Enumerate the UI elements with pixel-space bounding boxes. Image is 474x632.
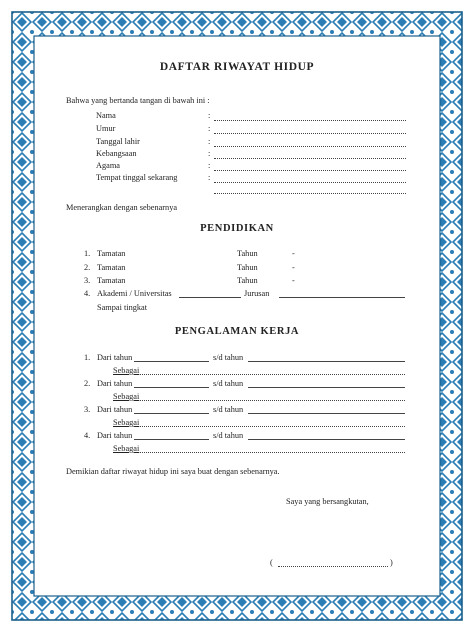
field-colon: :: [208, 124, 211, 133]
exp-number: 4.: [84, 431, 91, 440]
section-heading-experience: PENGALAMAN KERJA: [174, 326, 300, 337]
field-colon: :: [208, 111, 211, 120]
exp-number: 2.: [84, 379, 91, 388]
field-label: Tempat tinggal sekarang: [96, 173, 178, 182]
signature-label: Saya yang bersangkutan,: [286, 497, 369, 506]
exp-from-line[interactable]: [134, 413, 209, 414]
exp-to-label: s/d tahun: [213, 431, 244, 440]
exp-from-label: Dari tahun: [97, 379, 133, 388]
edu-jurusan-line[interactable]: [279, 297, 405, 298]
edu-number: 4.: [84, 289, 91, 298]
signature-open: (: [270, 558, 273, 567]
field-value-line[interactable]: [214, 182, 406, 183]
edu-academy-label: Akademi / Universitas: [97, 289, 172, 298]
exp-number: 1.: [84, 353, 91, 362]
intro-text: Bahwa yang bertanda tangan di bawah ini :: [66, 96, 210, 105]
edu-jurusan-label: Jurusan: [244, 289, 270, 298]
exp-role-label: Sebagai: [113, 366, 140, 375]
edu-academy-line[interactable]: [179, 297, 241, 298]
exp-to-label: s/d tahun: [213, 353, 244, 362]
exp-to-line[interactable]: [248, 439, 405, 440]
field-label: Kebangsaan: [96, 149, 137, 158]
exp-to-line[interactable]: [248, 413, 405, 414]
exp-number: 3.: [84, 405, 91, 414]
exp-to-label: s/d tahun: [213, 405, 244, 414]
exp-role-line[interactable]: [140, 426, 405, 427]
exp-from-label: Dari tahun: [97, 405, 133, 414]
field-value-line[interactable]: [214, 146, 406, 147]
exp-from-line[interactable]: [134, 387, 209, 388]
edu-year-label: Tahun: [237, 276, 258, 285]
section-heading-education: PENDIDIKAN: [200, 223, 274, 234]
exp-to-line[interactable]: [248, 361, 405, 362]
exp-from-line[interactable]: [134, 439, 209, 440]
edu-dash: -: [292, 249, 295, 258]
signature-close: ): [390, 558, 393, 567]
exp-role-label: Sebagai: [113, 444, 140, 453]
field-label: Nama: [96, 111, 116, 120]
edu-year-label: Tahun: [237, 263, 258, 272]
edu-level-label: Sampai tingkat: [97, 303, 148, 312]
edu-number: 3.: [84, 276, 91, 285]
field-value-line[interactable]: [214, 170, 406, 171]
exp-to-label: s/d tahun: [213, 379, 244, 388]
edu-label: Tamatan: [97, 263, 126, 272]
edu-number: 2.: [84, 263, 91, 272]
field-value-line[interactable]: [214, 120, 406, 121]
field-colon: :: [208, 173, 211, 182]
statement-text: Menerangkan dengan sebenarnya: [66, 203, 178, 212]
field-value-line[interactable]: [214, 158, 406, 159]
signature-line[interactable]: [278, 566, 388, 567]
exp-role-line[interactable]: [140, 400, 405, 401]
edu-dash: -: [292, 276, 295, 285]
field-label: Umur: [96, 124, 116, 133]
field-colon: :: [208, 137, 211, 146]
exp-role-line[interactable]: [140, 452, 405, 453]
edu-label: Tamatan: [97, 276, 126, 285]
exp-to-line[interactable]: [248, 387, 405, 388]
field-value-line[interactable]: [214, 133, 406, 134]
closing-text: Demikian daftar riwayat hidup ini saya buat dengan sebenarnya.: [66, 467, 280, 476]
exp-role-label: Sebagai: [113, 418, 140, 427]
edu-year-label: Tahun: [237, 249, 258, 258]
exp-role-label: Sebagai: [113, 392, 140, 401]
field-colon: :: [208, 149, 211, 158]
exp-from-label: Dari tahun: [97, 353, 133, 362]
edu-dash: -: [292, 263, 295, 272]
edu-number: 1.: [84, 249, 91, 258]
exp-from-line[interactable]: [134, 361, 209, 362]
field-label: Tanggal lahir: [96, 137, 140, 146]
edu-label: Tamatan: [97, 249, 126, 258]
exp-from-label: Dari tahun: [97, 431, 133, 440]
address-line-2[interactable]: [214, 193, 406, 194]
exp-role-line[interactable]: [140, 374, 405, 375]
field-label: Agama: [96, 161, 120, 170]
page-title: DAFTAR RIWAYAT HIDUP: [159, 61, 315, 73]
field-colon: :: [208, 161, 211, 170]
